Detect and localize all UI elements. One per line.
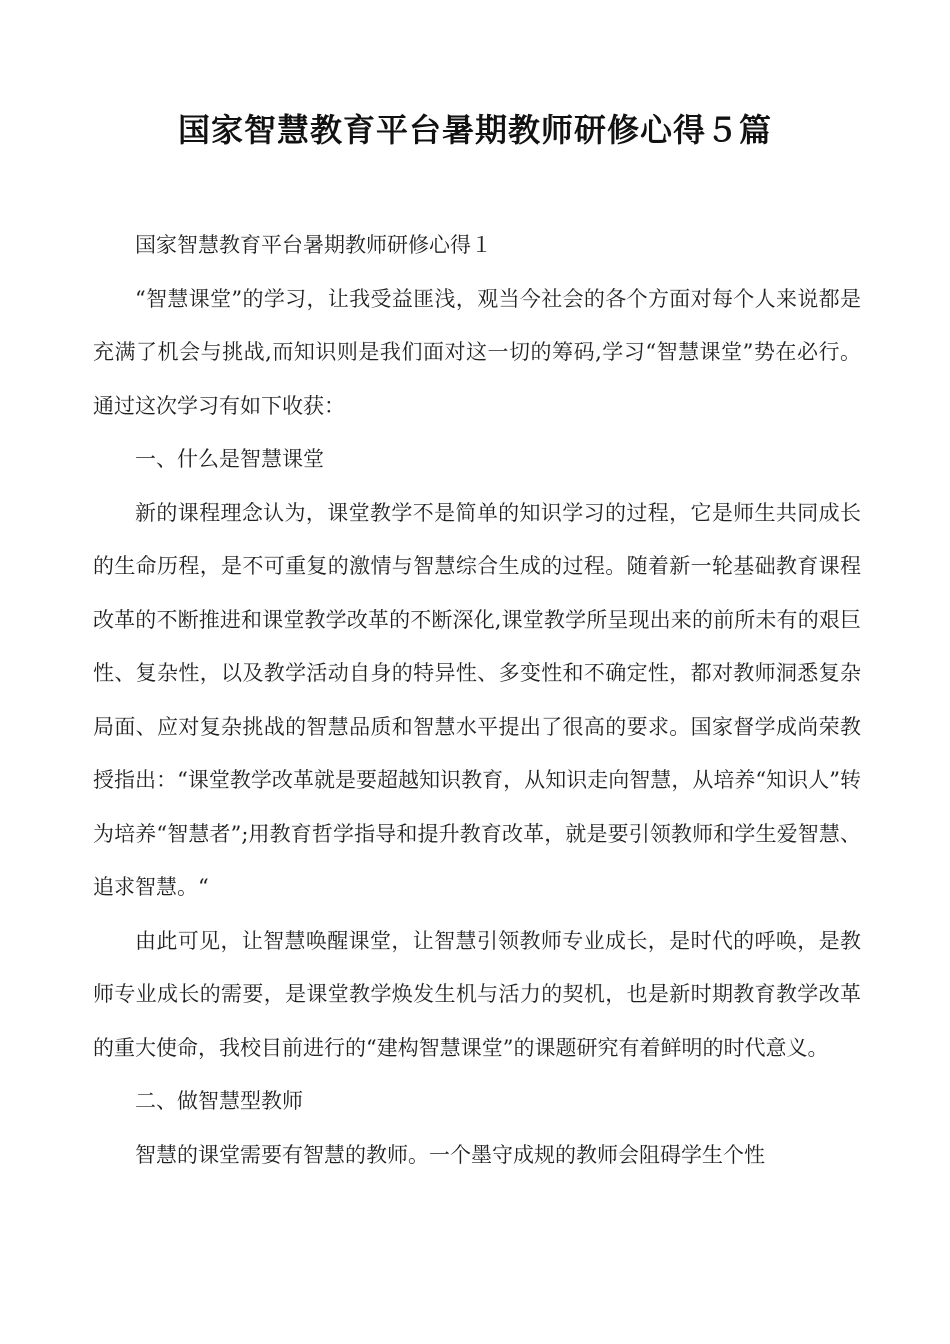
- section-heading-2: 二、做智慧型教师: [135, 1089, 303, 1113]
- section-heading-1: 一、什么是智慧课堂: [135, 447, 324, 471]
- paragraph-smart-teacher: 智慧的课堂需要有智慧的教师。一个墨守成规的教师会阻碍学生个性: [135, 1142, 765, 1167]
- document-body: [93, 219, 861, 1182]
- section-subtitle: 国家智慧教育平台暑期教师研修心得１: [135, 233, 492, 257]
- paragraph-intro: “智慧课堂”的学习，让我受益匪浅，观当今社会的各个方面对每个人来说都是充满了机会与挑战,而知识则是我们面对这一切的筹码,学习“智慧课堂”势在必行。通过这次学习有如下收获：: [93, 286, 861, 418]
- paragraph-smart-classroom: 新的课程理念认为，课堂教学不是简单的知识学习的过程，它是师生共同成长的生命历程，是不可重复的激情与智慧综合生成的过程。随着新一轮基础教育课程改革的不断推进和课堂教学改革的不断深化,课堂教学所呈现出来的前所未有的艰巨性、复杂性，以及教学活动自身的特异性、多变性和不确定性，都对教师洞悉复杂局面、应对复杂挑战的智慧品质和智慧水平提出了很高的要求。国家督学成尚荣教授指出：“课堂教学改革就是要超越知识教育，从知识走向智慧，从培养“知识人”转为培养“智慧者”;用教育哲学指导和提升教育改革，就是要引领教师和学生爱智慧、追求智慧。“: [93, 500, 861, 899]
- paragraph-significance: 由此可见，让智慧唤醒课堂，让智慧引领教师专业成长，是时代的呼唤，是教师专业成长的需要，是课堂教学焕发生机与活力的契机，也是新时期教育教学改革的重大使命，我校目前进行的“建构智慧课堂”的课题研究有着鲜明的时代意义。: [93, 928, 861, 1060]
- document-title: 国家智慧教育平台暑期教师研修心得５篇: [177, 111, 772, 149]
